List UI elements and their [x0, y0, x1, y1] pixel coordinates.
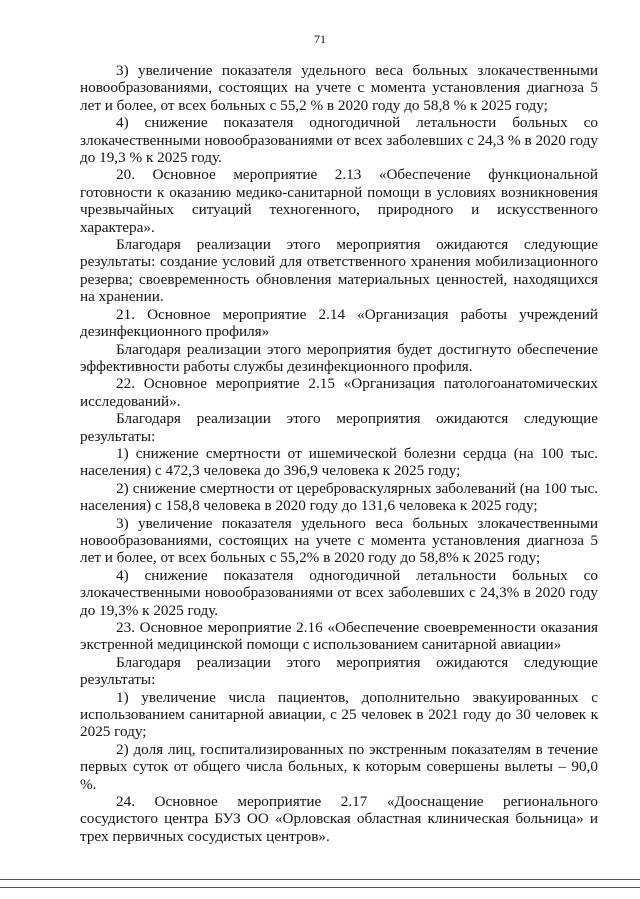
paragraph-15: 1) увеличение числа пациентов, дополнительно эвакуированных с использованием санитарной авиации, с 25 человек в 2021 году до 30 человек к 2025 году; — [80, 688, 598, 741]
paragraph-11: 3) увеличение показателя удельного веса больных злокачественными новообразованиями, состоящих на учете с момента установления диагноза 5 лет и более, от всех больных с 55,2% в 2020 году до 58,8% к 2025 году; — [80, 514, 598, 567]
paragraph-2: 4) снижение показателя одногодичной летальности больных со злокачественными новообразованиями от всех заболевших с 24,3 % в 2020 году до 19,3 % к 2025 году. — [80, 114, 598, 167]
paragraph-16: 2) доля лиц, госпитализированных по экстренным показателям в течение первых суток от общего числа больных, к которым совершены вылеты – 90,0 %. — [80, 740, 598, 793]
paragraph-6: Благодаря реализации этого мероприятия будет достигнуто обеспечение эффективности работы службы дезинфекционного профиля. — [80, 340, 598, 375]
paragraph-13: 23. Основное мероприятие 2.16 «Обеспечение своевременности оказания экстренной медицинской помощи с использованием санитарной авиации» — [80, 619, 598, 654]
paragraph-1: 3) увеличение показателя удельного веса больных злокачественными новообразованиями, состоящих на учете с момента установления диагноза 5 лет и более, от всех больных с 55,2 % в 2020 году до 58,8 % к 2025 году; — [80, 62, 598, 114]
document-body — [80, 62, 598, 845]
bottom-rule-lower — [0, 887, 640, 888]
paragraph-3: 20. Основное мероприятие 2.13 «Обеспечение функциональной готовности к оказанию медико-санитарной помощи в условиях возникновения чрезвычайных ситуаций техногенного, природного и искусственного характера». — [80, 166, 598, 236]
paragraph-14: Благодаря реализации этого мероприятия ожидаются следующие результаты: — [80, 653, 598, 689]
paragraph-17: 24. Основное мероприятие 2.17 «Дооснащение регионального сосудистого центра БУЗ ОО «Орловская областная клиническая больница» и трех первичных сосудистых центров». — [80, 793, 598, 845]
paragraph-5: 21. Основное мероприятие 2.14 «Организация работы учреждений дезинфекционного профиля» — [80, 305, 598, 341]
page-number: 71 — [314, 32, 326, 46]
paragraph-9: 1) снижение смертности от ишемической болезни сердца (на 100 тыс. населения) с 472,3 человека до 396,9 человека к 2025 году; — [80, 444, 598, 480]
paragraph-4: Благодаря реализации этого мероприятия ожидаются следующие результаты: создание условий для ответственного хранения мобилизационного резерва; своевременность обновления материальных ценностей, находящихся на хранении. — [80, 236, 598, 306]
bottom-rule-upper — [0, 879, 640, 880]
paragraph-12: 4) снижение показателя одногодичной летальности больных со злокачественными новообразованиями от всех заболевших с 24,3% в 2020 году до 19,3% к 2025 году. — [80, 566, 598, 619]
paragraph-8: Благодаря реализации этого мероприятия ожидаются следующие результаты: — [80, 410, 598, 445]
paragraph-10: 2) снижение смертности от цереброваскулярных заболеваний (на 100 тыс. населения) с 158,8 человека в 2020 году до 131,6 человека к 2025 году; — [80, 479, 598, 515]
paragraph-7: 22. Основное мероприятие 2.15 «Организация патологоанатомических исследований». — [80, 375, 598, 410]
